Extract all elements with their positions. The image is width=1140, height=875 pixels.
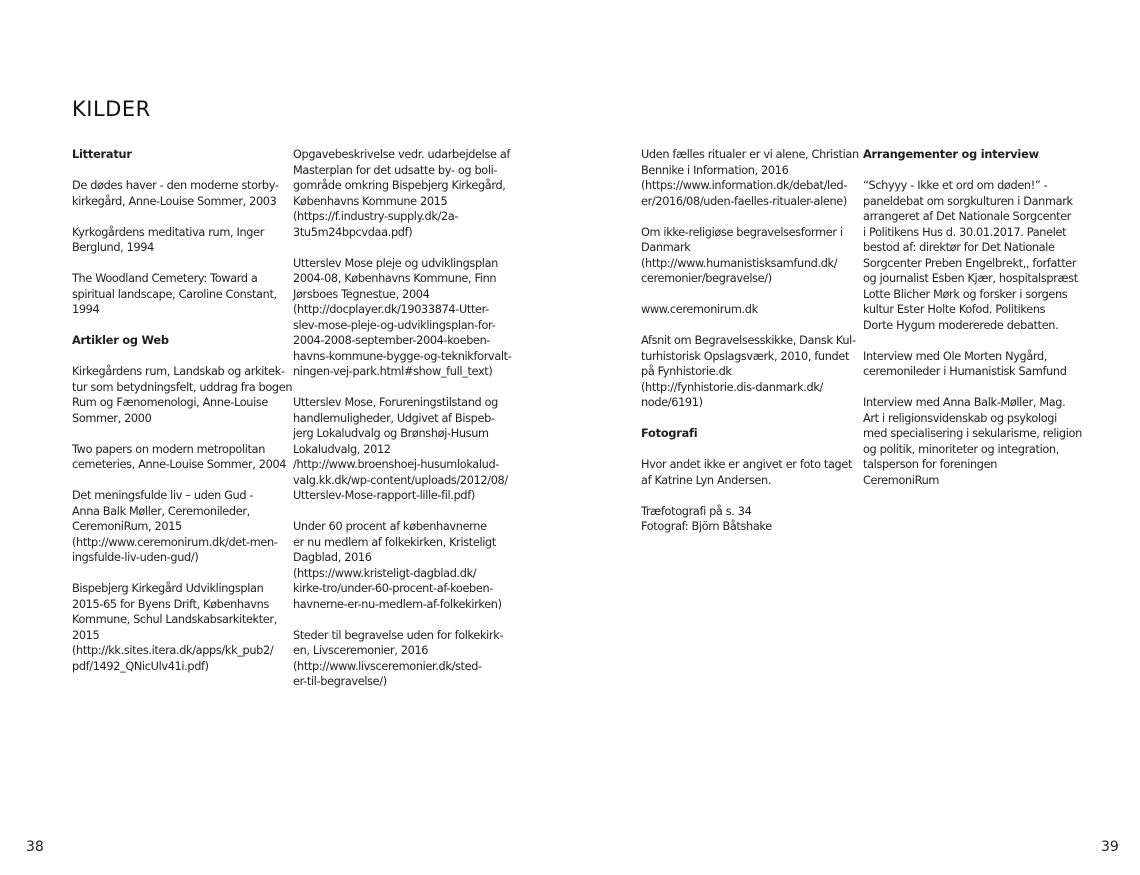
- text-line: ceremonier/begravelse/): [641, 272, 772, 285]
- reference-entry: [293, 256, 512, 380]
- text-line: cemeteries, Anne-Louise Sommer, 2004: [72, 458, 287, 471]
- text-line: Kommune, Schul Landskabsarkitekter,: [72, 613, 277, 626]
- text-line: havnerne-er-nu-medlem-af-folkekirken): [293, 597, 502, 611]
- text-line: Hvor andet ikke er angivet er foto taget: [641, 458, 853, 471]
- text-line: Interview med Ole Morten Nygård,: [863, 349, 1048, 363]
- text-line: pdf/1492_QNicUlv41i.pdf): [72, 659, 209, 673]
- text-line: (http://www.humanistisksamfund.dk/: [641, 256, 838, 270]
- text-line: med specialisering i sekularisme, religion: [863, 427, 1082, 440]
- page-number-right: 39: [1101, 839, 1119, 855]
- reference-entry: [863, 178, 1077, 333]
- text-line: (http://fynhistorie.dis-danmark.dk/: [641, 380, 823, 394]
- text-line: 1994: [72, 303, 100, 316]
- text-line: CeremoniRum, 2015: [72, 520, 182, 533]
- text-line: Artikler og Web: [72, 334, 169, 347]
- reference-entry: [863, 395, 1082, 488]
- text-line: paneldebat om sorgkulturen i Danmark: [863, 194, 1073, 208]
- text-line: og politik, minoriteter og integration,: [863, 442, 1059, 456]
- text-line: Art i religionsvidenskab og psykologi: [863, 411, 1057, 425]
- column-3: [641, 147, 867, 550]
- reference-entry: [293, 395, 508, 504]
- text-line: Kyrkogårdens meditativa rum, Inger: [72, 225, 264, 239]
- text-line: Om ikke-religiøse begravelsesformer i: [641, 225, 843, 239]
- text-line: (https://f.industry-supply.dk/2a-: [293, 210, 459, 223]
- text-line: /http://www.broenshoej-husumlokalud-: [293, 458, 500, 471]
- text-line: er/2016/08/uden-faelles-ritualer-alene): [641, 194, 847, 208]
- reference-entry: [72, 364, 298, 426]
- text-line: Utterslev Mose, Forureningstilstand og: [293, 396, 498, 409]
- text-line: Danmark: [641, 241, 691, 254]
- text-line: jerg Lokaludvalg og Brønshøj-Husum: [293, 427, 489, 440]
- text-line: Sommer, 2000: [72, 411, 152, 425]
- text-line: Træfotografi på s. 34: [641, 504, 752, 518]
- text-line: (https://www.kristeligt-dagblad.dk/: [293, 566, 477, 580]
- text-line: Sorgcenter Preben Engelbrekt,, forfatter: [863, 256, 1077, 270]
- text-line: Bennike i Information, 2016: [641, 163, 789, 177]
- reference-entry: [863, 349, 1077, 380]
- reference-entry: [72, 442, 298, 473]
- text-line: Two papers on modern metropolitan: [72, 442, 266, 456]
- text-line: (http://www.ceremonirum.dk/det-men-: [72, 535, 278, 549]
- text-line: turhistorisk Opslagsværk, 2010, fundet: [641, 349, 850, 363]
- reference-entry: [72, 271, 298, 318]
- section-heading: [641, 426, 867, 442]
- text-line: tur som betydningsfelt, uddrag fra bogen: [72, 380, 293, 394]
- text-line: Opgavebeskrivelse vedr. udarbejdelse af: [293, 148, 511, 161]
- reference-entry: [641, 225, 867, 287]
- text-line: Berglund, 1994: [72, 241, 154, 254]
- column-2: [293, 147, 512, 705]
- text-line: en, Livsceremonier, 2016: [293, 644, 429, 657]
- text-line: Dagblad, 2016: [293, 551, 372, 564]
- text-line: Interview med Anna Balk-Møller, Mag.: [863, 396, 1066, 409]
- text-line: Kirkegårdens rum, Landskab og arkitek-: [72, 365, 285, 378]
- text-line: valg.kk.dk/wp-content/uploads/2012/08/: [293, 473, 508, 487]
- text-line: De dødes haver - den moderne storby-: [72, 179, 279, 192]
- text-line: havns-kommune-bygge-og-teknikforvalt-: [293, 349, 512, 363]
- text-line: CeremoniRum: [863, 473, 940, 487]
- text-line: Jørsboes Tegnestue, 2004: [293, 287, 430, 301]
- section-heading: [863, 147, 1077, 163]
- text-line: og journalist Esben Kjær, hospitalspræst: [863, 272, 1078, 285]
- text-line: Utterslev Mose pleje og udviklingsplan: [293, 256, 498, 270]
- text-line: Anna Balk Møller, Ceremonileder,: [72, 504, 250, 518]
- reference-entry: [641, 457, 867, 488]
- text-line: handlemuligheder, Udgivet af Bispeb-: [293, 411, 495, 425]
- text-line: er nu medlem af folkekirken, Kristeligt: [293, 535, 496, 549]
- text-line: kirke-tro/under-60-procent-af-koeben-: [293, 582, 493, 595]
- text-line: ceremonileder i Humanistisk Samfund: [863, 365, 1067, 378]
- text-line: Københavns Kommune 2015: [293, 194, 448, 208]
- column-4: [863, 147, 1082, 504]
- text-line: er-til-begravelse/): [293, 675, 387, 688]
- reference-entry: [72, 581, 298, 674]
- page-title: KILDER: [72, 97, 151, 121]
- text-line: ingsfulde-liv-uden-gud/): [72, 551, 199, 564]
- text-line: i Politikens Hus d. 30.01.2017. Panelet: [863, 225, 1067, 239]
- reference-entry: [293, 147, 511, 240]
- reference-entry: [641, 147, 867, 209]
- reference-entry: [641, 333, 867, 411]
- text-line: 2004-08, Københavns Kommune, Finn: [293, 272, 497, 285]
- reference-entry: [72, 225, 298, 256]
- reference-entry: [641, 302, 867, 318]
- text-line: Utterslev-Mose-rapport-lille-fil.pdf): [293, 489, 475, 502]
- text-line: Rum og Fænomenologi, Anne-Louise: [72, 396, 269, 409]
- text-line: 2015: [72, 628, 100, 642]
- text-line: Lokaludvalg, 2012: [293, 442, 391, 456]
- text-line: The Woodland Cemetery: Toward a: [72, 272, 258, 285]
- text-line: Bispebjerg Kirkegård Udviklingsplan: [72, 582, 264, 595]
- section-heading: [72, 333, 298, 349]
- text-line: slev-mose-pleje-og-udviklingsplan-for-: [293, 318, 496, 332]
- text-line: Lotte Blicher Mørk og forsker i sorgens: [863, 287, 1068, 301]
- text-line: kultur Ester Holte Kofod. Politikens: [863, 303, 1046, 316]
- reference-entry: [641, 504, 867, 535]
- text-line: 2015-65 for Byens Drift, Københavns: [72, 597, 269, 611]
- reference-entry: [72, 488, 298, 566]
- text-line: Det meningsfulde liv – uden Gud -: [72, 489, 254, 502]
- text-line: Uden fælles ritualer er vi alene, Christian: [641, 148, 859, 161]
- text-line: Fotografi: [641, 427, 698, 440]
- text-line: ningen-vej-park.html#show_full_text): [293, 365, 493, 378]
- reference-entry: [293, 519, 508, 612]
- text-line: Masterplan for det udsatte by- og boli-: [293, 163, 498, 177]
- text-line: (http://www.livsceremonier.dk/sted-: [293, 659, 482, 673]
- text-line: på Fynhistorie.dk: [641, 365, 732, 378]
- text-line: Dorte Hygum modererede debatten.: [863, 318, 1059, 332]
- text-line: node/6191): [641, 396, 703, 409]
- text-line: talsperson for foreningen: [863, 458, 998, 471]
- text-line: Under 60 procent af københavnerne: [293, 520, 487, 533]
- text-line: (http://docplayer.dk/19033874-Utter-: [293, 303, 489, 316]
- text-line: 3tu5m24bpcvdaa.pdf): [293, 225, 413, 239]
- text-line: af Katrine Lyn Andersen.: [641, 473, 772, 487]
- text-line: 2004-2008-september-2004-koeben-: [293, 334, 491, 347]
- text-line: bestod af: direktør for Det Nationale: [863, 241, 1055, 254]
- text-line: arrangeret af Det Nationale Sorgcenter: [863, 210, 1072, 223]
- text-line: www.ceremonirum.dk: [641, 303, 758, 316]
- text-line: spiritual landscape, Caroline Constant,: [72, 287, 277, 301]
- reference-entry: [72, 178, 298, 209]
- text-line: “Schyyy - Ikke et ord om døden!” -: [863, 179, 1048, 192]
- text-line: kirkegård, Anne-Louise Sommer, 2003: [72, 194, 277, 208]
- text-line: (https://www.information.dk/debat/led-: [641, 179, 847, 192]
- text-line: Fotograf: Björn Båtshake: [641, 520, 772, 533]
- page-number-left: 38: [26, 839, 44, 855]
- reference-entry: [293, 628, 508, 690]
- column-1: [72, 147, 298, 690]
- text-line: Litteratur: [72, 148, 132, 161]
- text-line: gområde omkring Bispebjerg Kirkegård,: [293, 179, 506, 192]
- text-line: Steder til begravelse uden for folkekirk-: [293, 628, 504, 642]
- section-heading: [72, 147, 298, 163]
- text-line: Arrangementer og interview: [863, 148, 1039, 161]
- text-line: Afsnit om Begravelsesskikke, Dansk Kul-: [641, 334, 856, 347]
- text-line: (http://kk.sites.itera.dk/apps/kk_pub2/: [72, 644, 274, 657]
